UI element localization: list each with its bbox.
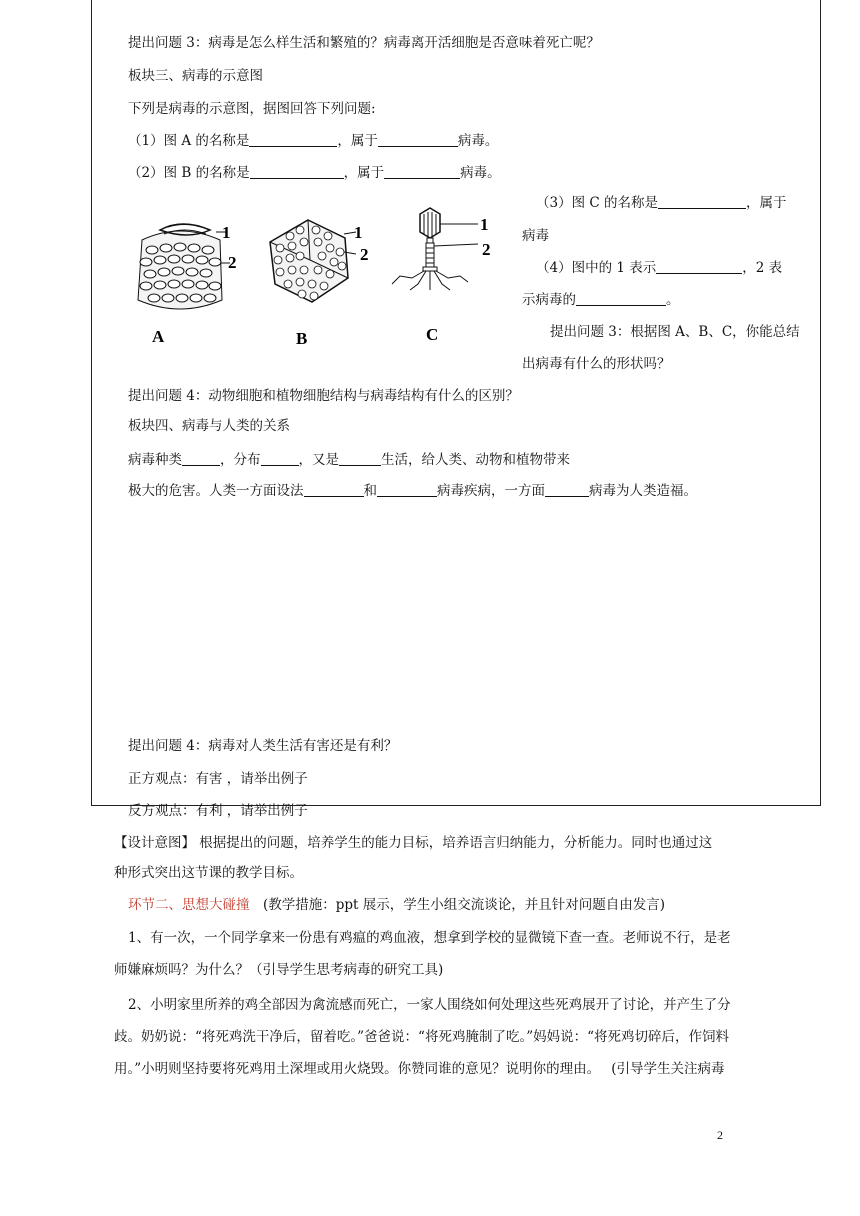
section-heading-3: 板块三、病毒的示意图 bbox=[128, 68, 263, 84]
section-heading-4: 板块四、病毒与人类的关系 bbox=[128, 418, 290, 434]
pro-viewpoint: 正方观点：有害 ，请举出例子 bbox=[128, 771, 308, 787]
blank-rel-3[interactable] bbox=[339, 452, 381, 466]
fill-4-prefix: （4）图中的 1 表示 bbox=[536, 260, 657, 276]
blank-b-type[interactable] bbox=[384, 165, 460, 179]
figure-c-label: C bbox=[426, 325, 439, 344]
fill-c-suffix: ，属于 bbox=[746, 195, 787, 211]
diagram-intro: 下列是病毒的示意图，据图回答下列问题: bbox=[128, 101, 376, 117]
blank-c-name[interactable] bbox=[658, 195, 746, 209]
design-intent-line2: 种形式突出这节课的教学目标。 bbox=[114, 865, 303, 881]
fill-b-suffix: 病毒。 bbox=[460, 165, 501, 181]
link-2-title: 环节二、思想大碰撞 bbox=[128, 897, 250, 913]
fill-a-prefix: （1）图 A 的名称是 bbox=[128, 133, 250, 149]
blank-a-type[interactable] bbox=[378, 133, 458, 147]
paragraph-1-line1: 1、有一次，一个同学拿来一份患有鸡瘟的鸡血液，想拿到学校的显微镜下查一查。老师说不行，是老 bbox=[128, 930, 731, 946]
fill-question-b bbox=[128, 164, 501, 182]
label-num-1-b: 1 bbox=[354, 223, 363, 242]
paragraph-2-line3: 用。”小明则坚持要将死鸡用土深埋或用火烧毁。你赞同谁的意见？说明你的理由。 (引导学生关注病毒 bbox=[114, 1061, 725, 1077]
fill-4-suffix: ，2 表 bbox=[742, 260, 783, 276]
fill-b-prefix: （2）图 B 的名称是 bbox=[128, 165, 250, 181]
virus-diagram bbox=[130, 200, 510, 350]
question-3: 提出问题 3：病毒是怎么样生活和繁殖的？病毒离开活细胞是否意味着死亡呢？ bbox=[128, 35, 600, 51]
rel2-b: 和 bbox=[363, 483, 377, 499]
rel2-c: 病毒疾病，一方面 bbox=[437, 483, 545, 499]
label-num-1-c: 1 bbox=[480, 215, 489, 234]
virus-a-figure bbox=[138, 224, 230, 309]
rel1-a: 病毒种类 bbox=[128, 452, 182, 468]
fill-c-line2: 病毒 bbox=[522, 228, 549, 244]
rel2-a: 极大的危害。人类一方面设法 bbox=[128, 483, 304, 499]
fill-a-mid: ，属于 bbox=[337, 133, 378, 149]
figure-b-label: B bbox=[296, 329, 308, 348]
paragraph-1-line2: 师嫌麻烦吗？为什么？（引导学生思考病毒的研究工具) bbox=[114, 962, 444, 978]
question-4b: 提出问题 4：病毒对人类生活有害还是有利？ bbox=[128, 738, 398, 754]
paragraph-2-line2: 歧。奶奶说：“将死鸡洗干净后，留着吃。”爸爸说：“将死鸡腌制了吃。”妈妈说：“将死鸡切碎后，作饲料 bbox=[114, 1029, 730, 1045]
rel1-c: ，又是 bbox=[298, 452, 339, 468]
question-3b-line2: 出病毒有什么的形状吗？ bbox=[522, 356, 671, 372]
blank-4-part2[interactable] bbox=[576, 292, 666, 306]
rel1-d: 生活，给人类、动物和植物带来 bbox=[381, 452, 570, 468]
label-num-2-b: 2 bbox=[360, 245, 369, 264]
fill-question-4 bbox=[536, 259, 782, 277]
design-intent-line1: 【设计意图】 根据提出的问题，培养学生的能力目标，培养语言归纳能力，分析能力。同时也通过这 bbox=[114, 835, 713, 851]
relation-line2 bbox=[128, 482, 697, 500]
fill-4-line2-prefix: 示病毒的 bbox=[522, 292, 576, 308]
blank-4-part1[interactable] bbox=[656, 260, 742, 274]
fill-c-prefix: （3）图 C 的名称是 bbox=[536, 195, 659, 211]
blank-rel-2[interactable] bbox=[261, 452, 299, 466]
figure-a-label: A bbox=[152, 327, 165, 346]
con-viewpoint: 反方观点：有利 ，请举出例子 bbox=[128, 803, 308, 819]
label-num-2-a: 2 bbox=[228, 253, 237, 272]
question-4a: 提出问题 4：动物细胞和植物细胞结构与病毒结构有什么的区别？ bbox=[128, 388, 519, 404]
blank-rel-4[interactable] bbox=[304, 483, 364, 497]
fill-a-suffix: 病毒。 bbox=[457, 133, 499, 149]
rel1-b: ，分布 bbox=[220, 452, 261, 468]
relation-line1 bbox=[128, 451, 570, 469]
link-2-line bbox=[128, 896, 665, 914]
blank-b-name[interactable] bbox=[250, 165, 344, 179]
page-number: 2 bbox=[717, 1128, 723, 1142]
blank-a-name[interactable] bbox=[249, 133, 337, 147]
label-num-1-a: 1 bbox=[222, 223, 231, 242]
fill-4-line2 bbox=[522, 291, 680, 309]
blank-rel-6[interactable] bbox=[545, 483, 589, 497]
virus-b-figure bbox=[270, 220, 356, 302]
paragraph-2-line1: 2、小明家里所养的鸡全部因为禽流感而死亡，一家人围绕如何处理这些死鸡展开了讨论，并产生了分 bbox=[128, 997, 731, 1013]
fill-question-c bbox=[536, 194, 787, 212]
link-2-measures: (教学措施：ppt 展示，学生小组交流谈论，并且针对问题自由发言) bbox=[249, 897, 666, 913]
fill-question-a bbox=[128, 132, 498, 150]
fill-b-mid: ，属于 bbox=[343, 165, 385, 181]
fill-4-line2-suffix: 。 bbox=[666, 292, 680, 308]
blank-rel-1[interactable] bbox=[182, 452, 220, 466]
rel2-d: 病毒为人类造福。 bbox=[589, 483, 697, 499]
label-num-2-c: 2 bbox=[482, 240, 491, 259]
virus-c-figure bbox=[392, 208, 478, 290]
blank-rel-5[interactable] bbox=[377, 483, 437, 497]
question-3b-line1: 提出问题 3：根据图 A、B、C，你能总结 bbox=[550, 324, 800, 340]
